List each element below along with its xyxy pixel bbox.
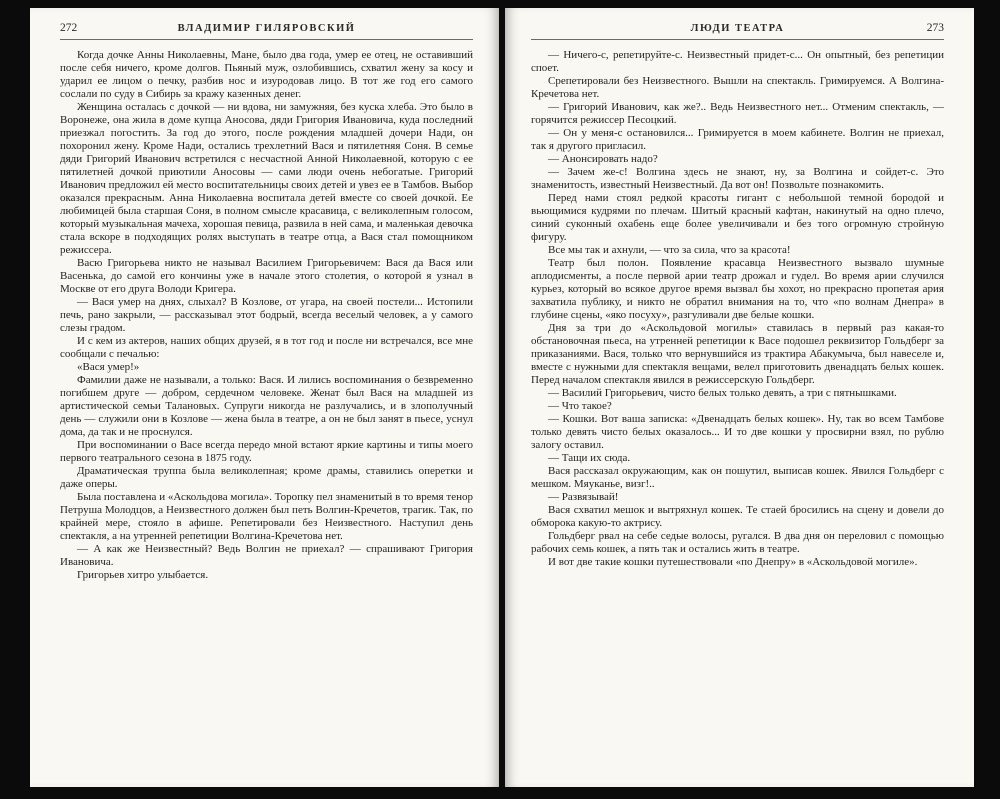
paragraph: Фамилии даже не называли, а только: Вася. И лились воспоминания о безвременно погибшем друге — добром, сердечном человеке. Женат был Вася на младшей из артистической семьи Талановых. Супруги никогда не разлучались, и в злополучный день — служили они в Козлове — жена была в театре, а он не был занят в пьесе, уснул дома, да так и не проснулся. bbox=[60, 374, 473, 438]
paragraph: — Что такое? bbox=[548, 400, 612, 412]
page-number-right: 273 bbox=[926, 22, 944, 34]
paragraph: — Василий Григорьевич, чисто белых только девять, а три с пятнышками. bbox=[548, 387, 897, 399]
paragraph: При воспоминании о Васе всегда передо мной встают яркие картины и типы моего первого театрального сезона в 1875 году. bbox=[60, 439, 473, 464]
paragraph: Когда дочке Анны Николаевны, Мане, было два года, умер ее отец, не оставивший после себя ничего, кроме долгов. Пьяный муж, озлобившись, схватил жену за косу и ударил ее лицом о печку, разбив нос и изуродовав лицо. В тот же год его самого сослали по суду в Сибирь за кражу казенных денег. bbox=[60, 49, 473, 100]
running-head-right bbox=[531, 22, 944, 40]
paragraph: Женщина осталась с дочкой — ни вдова, ни замужняя, без куска хлеба. Это было в Воронеже, она жила в доме купца Аносова, дяди Григория Ивановича, куда последний приезжал погостить. За год до этого, после рождения младшей дочери Нади, он похоронил жену. Кроме Нади, остались трехлетний Вася и пятилетняя Соня. В семье дяди Григорий Иванович встретился с несчастной Анной Николаевной, которую с ее пятилетней дочкой приютили Аносовы — сами люди очень небогатые. Григорий Иванович предложил ей место воспитательницы своих детей и увез ее в Тамбов. Выбор оказался прекрасным. Анна Николаевна воспитала детей вместе со своей дочкой. Ее любимицей была старшая Соня, в полном смысле красавица, с великолепным голосом, который музыкальная мачеха, хорошая певица, развила в ней сама, и маленькая девочка стала вскоре в подходящих ролях выступать в театре отца, а Вася стал помощником режиссера. bbox=[60, 101, 473, 256]
paragraph: Срепетировали без Неизвестного. Вышли на спектакль. Гримируемся. А Волгина-Кречетова нет. bbox=[531, 75, 944, 100]
paragraph: «Вася умер!» bbox=[77, 361, 140, 373]
paragraph: Драматическая труппа была великолепная; кроме драмы, ставились оперетки и даже оперы. bbox=[60, 465, 473, 490]
paragraph: — Анонсировать надо? bbox=[548, 153, 658, 165]
running-title-right: ЛЮДИ ТЕАТРА bbox=[690, 23, 785, 34]
paragraph: — Ничего-с, репетируйте-с. Неизвестный придет-с... Он опытный, без репетиции споет. bbox=[531, 49, 944, 74]
page-number-left: 272 bbox=[60, 22, 78, 34]
paragraph: — Вася умер на днях, слыхал? В Козлове, от угара, на своей постели... Истопили печь, рано закрыли, — рассказывал этот бодрый, всегда веселый человек, а у самого слезы градом. bbox=[60, 296, 473, 334]
paragraph: Григорьев хитро улыбается. bbox=[77, 569, 209, 581]
paragraph: — Григорий Иванович, как же?.. Ведь Неизвестного нет... Отменим спектакль, — горячится режиссер Песоцкий. bbox=[531, 101, 944, 126]
running-head-left bbox=[60, 22, 473, 40]
paragraph: И вот две такие кошки путешествовали «по Днепру» в «Аскольдовой могиле». bbox=[548, 556, 918, 568]
left-text-column bbox=[60, 49, 473, 582]
paragraph: — Зачем же-с! Волгина здесь не знают, ну, за Волгина и сойдет-с. Это знаменитость, известный Неизвестный. Да вот он! Позвольте познакомить. bbox=[531, 166, 944, 191]
paragraph: Дня за три до «Аскольдовой могилы» ставилась в первый раз какая-то обстановочная пьеса, на утренней репетиции к Васе подошел реквизитор Гольдберг за приказаниями. Вася, только что вернувшийся из трактира Абакумыча, был навеселе и, вместе с нужными для спектакля вещами, велел приготовить двенадцать белых кошек. Перед началом спектакля явился в режиссерскую Гольдберг. bbox=[531, 322, 944, 386]
paragraph: — Кошки. Вот ваша записка: «Двенадцать белых кошек». Ну, так во всем Тамбове только девять чисто белых оказалось... И то две кошки у просвирни взял, по рублю залогу оставил. bbox=[531, 413, 944, 451]
paragraph: Васю Григорьева никто не называл Василием Григорьевичем: Вася да Вася или Васенька, до самой его кончины уже в начале этого столетия, о которой я узнал в Москве от его друга Володи Кригера. bbox=[60, 257, 473, 295]
paragraph: Была поставлена и «Аскольдова могила». Торопку пел знаменитый в то время тенор Петруша Молодцов, а Неизвестного должен был петь Волгин-Кречетов, трагик. Так, по крайней мере, стояло в афише. Репетировали без Неизвестного. Наступил день спектакля, а на утренней репетиции Волгина-Кречетова нет. bbox=[60, 491, 473, 542]
paragraph: И с кем из актеров, наших общих друзей, я в тот год и после ни встречался, все мне сообщали с печалью: bbox=[60, 335, 473, 360]
paragraph: Театр был полон. Появление красавца Неизвестного вызвало шумные аплодисменты, а после первой арии театр дрожал и гудел. Во время арии случился курьез, который во всякое другое время вызвал бы хохот, но прекрасно пропетая ария захватила публику, и никто не обратил внимания на то, что «по волнам Днепра» в глубине сцены, «яко посуху», разгуливали две белые кошки. bbox=[531, 257, 944, 321]
right-page bbox=[505, 8, 974, 787]
paragraph: Вася схватил мешок и вытряхнул кошек. Те стаей бросились на сцену и довели до обморока какую-то актрису. bbox=[531, 504, 944, 529]
right-text-column bbox=[531, 49, 944, 569]
left-page bbox=[30, 8, 499, 787]
running-title-left: ВЛАДИМИР ГИЛЯРОВСКИЙ bbox=[177, 23, 356, 34]
paragraph: Перед нами стоял редкой красоты гигант с небольшой темной бородой и вьющимися кудрями по плечам. Шитый красный кафтан, накинутый на одно плечо, синий суконный охабень еще более увеличивали и без того огромную стройную фигуру. bbox=[531, 192, 944, 243]
paragraph: — Развязывай! bbox=[548, 491, 619, 503]
paragraph: — А как же Неизвестный? Ведь Волгин не приехал? — спрашивают Григория Ивановича. bbox=[60, 543, 473, 568]
paragraph: — Тащи их сюда. bbox=[548, 452, 631, 464]
paragraph: Вася рассказал окружающим, как он пошутил, выписав кошек. Явился Гольдберг с мешком. Мяуканье, визг!.. bbox=[531, 465, 944, 490]
paragraph: — Он у меня-с остановился... Гримируется в моем кабинете. Волгин не приехал, так я другого пригласил. bbox=[531, 127, 944, 152]
paragraph: Все мы так и ахнули, — что за сила, что за красота! bbox=[548, 244, 791, 256]
paragraph: Гольдберг рвал на себе седые волосы, ругался. В два дня он переловил с помощью рабочих семь кошек, а пять так и остались жить в театре. bbox=[531, 530, 944, 555]
